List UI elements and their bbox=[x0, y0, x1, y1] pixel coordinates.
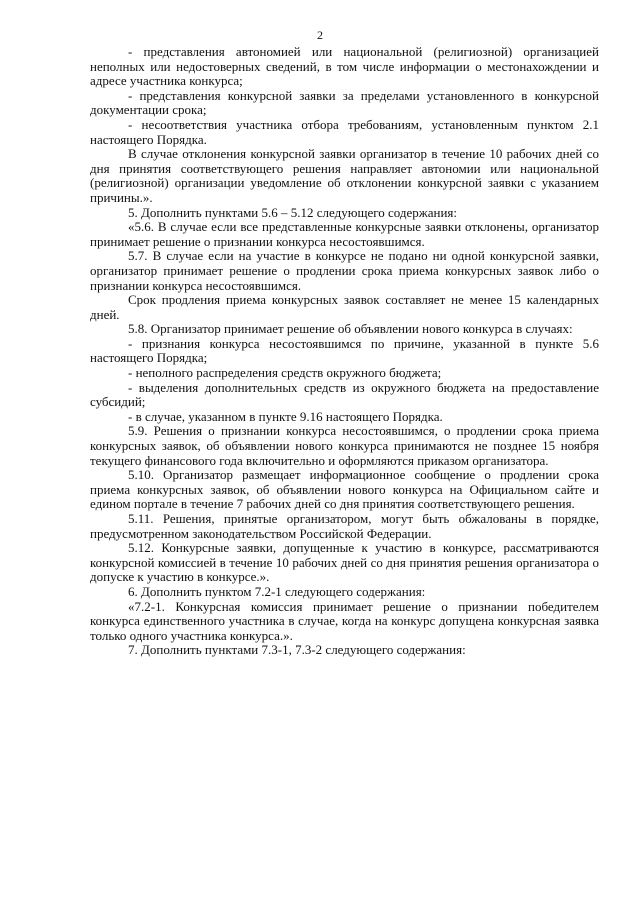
paragraph: 5.10. Организатор размещает информационное сообщение о продлении срока приема конкурсных заявок, об объявлении нового конкурса на Официальном сайте и едином портале в течение 7 рабочих дней со дня принятия соответствующего решения. bbox=[90, 467, 599, 512]
paragraph: - выделения дополнительных средств из окружного бюджета на предоставление субсидий; bbox=[90, 379, 599, 410]
paragraph: В случае отклонения конкурсной заявки организатор в течение 10 рабочих дней со дня принятия соответствующего решения направляет автономии или национальной (религиозной) организации уведомление об отклонении конкурсной заявки с указанием причины.». bbox=[90, 146, 599, 205]
paragraph: - несоответствия участника отбора требованиям, установленным пунктом 2.1 настоящего Порядка. bbox=[90, 116, 599, 147]
document-body bbox=[90, 45, 599, 658]
paragraph: «5.6. В случае если все представленные конкурсные заявки отклонены, организатор принимает решение о признании конкурса несостоявшимся. bbox=[90, 219, 599, 249]
paragraph: - представления конкурсной заявки за пределами установленного в конкурсной документации срока; bbox=[90, 87, 599, 118]
paragraph: 5.9. Решения о признании конкурса несостоявшимся, о продлении срока приема конкурсных заявок, об объявлении нового конкурса принимаются не позднее 15 ноября текущего финансового года включительно и оформляются приказом организатора. bbox=[90, 423, 599, 468]
paragraph: 7. Дополнить пунктами 7.3-1, 7.3-2 следующего содержания: bbox=[128, 642, 466, 658]
paragraph: 5.11. Решения, принятые организатором, могут быть обжалованы в порядке, предусмотренном законодательством Российской Федерации. bbox=[90, 511, 599, 541]
paragraph: Срок продления приема конкурсных заявок составляет не менее 15 календарных дней. bbox=[90, 292, 599, 322]
paragraph: «7.2-1. Конкурсная комиссия принимает решение о признании победителем конкурса единственного участника в случае, когда на конкурс допущена конкурсная заявка только одного участника конкурса.». bbox=[90, 598, 599, 643]
paragraph: - неполного распределения средств окружного бюджета; bbox=[128, 365, 442, 381]
paragraph: - представления автономией или национальной (религиозной) организацией неполных или недостоверных сведений, в том числе информации о местонахождении и адресе участника конкурса; bbox=[90, 44, 599, 89]
paragraph: 5. Дополнить пунктами 5.6 – 5.12 следующего содержания: bbox=[128, 204, 458, 220]
paragraph: - в случае, указанном в пункте 9.16 настоящего Порядка. bbox=[128, 408, 443, 424]
paragraph: 6. Дополнить пунктом 7.2-1 следующего содержания: bbox=[128, 583, 426, 599]
paragraph: 5.7. В случае если на участие в конкурсе не подано ни одной конкурсной заявки, организатор принимает решение о продлении срока приема конкурсных заявок либо о признании конкурса несостоявшимся. bbox=[90, 248, 599, 293]
paragraph: - признания конкурса несостоявшимся по причине, указанной в пункте 5.6 настоящего Порядка; bbox=[90, 335, 599, 366]
paragraph: 5.8. Организатор принимает решение об объявлении нового конкурса в случаях: bbox=[128, 321, 573, 337]
paragraph: 5.12. Конкурсные заявки, допущенные к участию в конкурсе, рассматриваются конкурсной комиссией в течение 10 рабочих дней со дня принятия решения организатора о допуске к участию в конкурсе.». bbox=[90, 540, 599, 585]
page-number: 2 bbox=[317, 28, 323, 42]
